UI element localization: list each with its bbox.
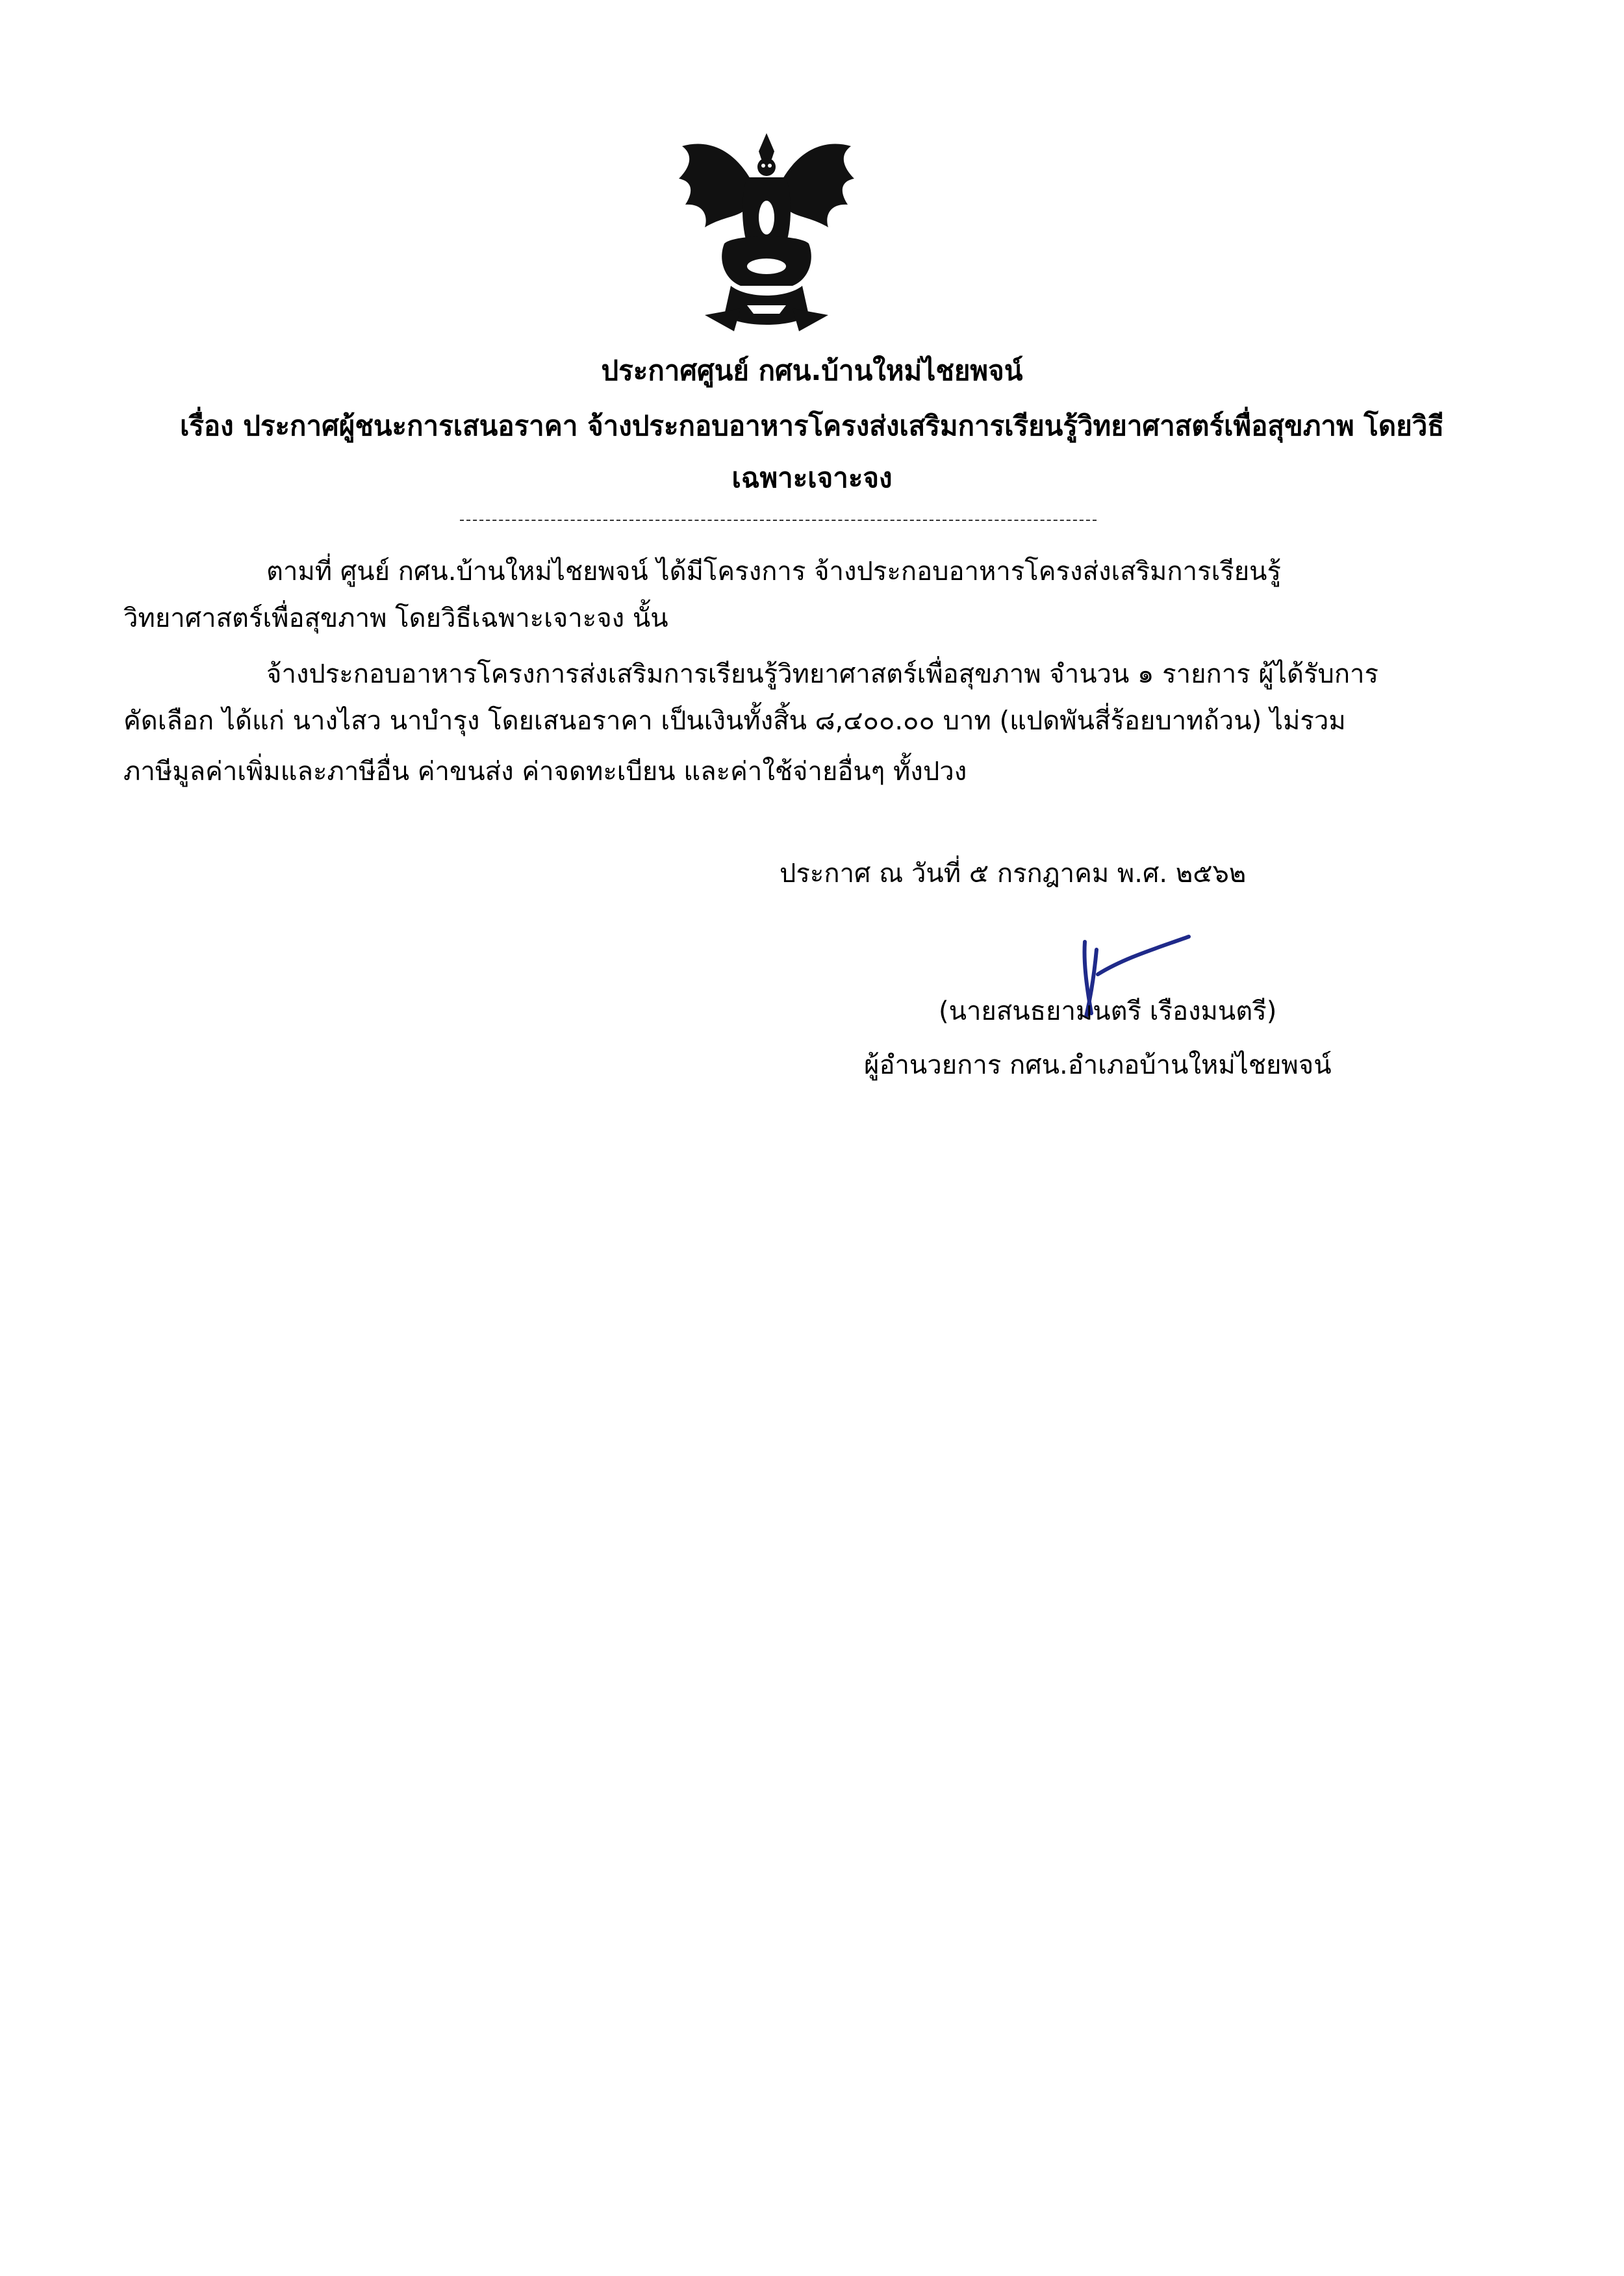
subject-line-2: เฉพาะเจาะจง [731, 462, 893, 494]
announcement-date: ประกาศ ณ วันที่ ๕ กรกฎาคม พ.ศ. ๒๕๖๒ [780, 859, 1247, 889]
divider [460, 520, 1097, 521]
signer-name: (นายสนธยามนตรี เรืองมนตรี) [939, 996, 1277, 1026]
signer-position: ผู้อำนวยการ กศน.อำเภอบ้านใหม่ไชยพจน์ [864, 1050, 1332, 1080]
paragraph-1-line-1: ตามที่ ศูนย์ กศน.บ้านใหม่ไชยพจน์ ได้มีโครงการ จ้างประกอบอาหารโครงส่งเสริมการเรียนรู้ [266, 557, 1282, 587]
paragraph-1-line-2: วิทยาศาสตร์เพื่อสุขภาพ โดยวิธีเฉพาะเจาะจง นั้น [123, 603, 668, 633]
announcement-title: ประกาศศูนย์ กศน.บ้านใหม่ไชยพจน์ [601, 355, 1023, 386]
paragraph-2-line-2: คัดเลือก ได้แก่ นางไสว นาบำรุง โดยเสนอราคา เป็นเงินทั้งสิ้น ๘,๔๐๐.๐๐ บาท (แปดพันสี่ร้อยบาทถ้วน) ไม่รวม [123, 706, 1346, 736]
subject-line-1: เรื่อง ประกาศผู้ชนะการเสนอราคา จ้างประกอบอาหารโครงส่งเสริมการเรียนรู้วิทยาศาสตร์เพื่อสุขภาพ โดยวิธี [180, 410, 1444, 442]
paragraph-2-line-1: จ้างประกอบอาหารโครงการส่งเสริมการเรียนรู้วิทยาศาสตร์เพื่อสุขภาพ จำนวน ๑ รายการ ผู้ได้รับการ [266, 659, 1378, 689]
garuda-emblem-icon [669, 120, 864, 338]
paragraph-2-line-3: ภาษีมูลค่าเพิ่มและภาษีอื่น ค่าขนส่ง ค่าจดทะเบียน และค่าใช้จ่ายอื่นๆ ทั้งปวง [123, 757, 967, 787]
